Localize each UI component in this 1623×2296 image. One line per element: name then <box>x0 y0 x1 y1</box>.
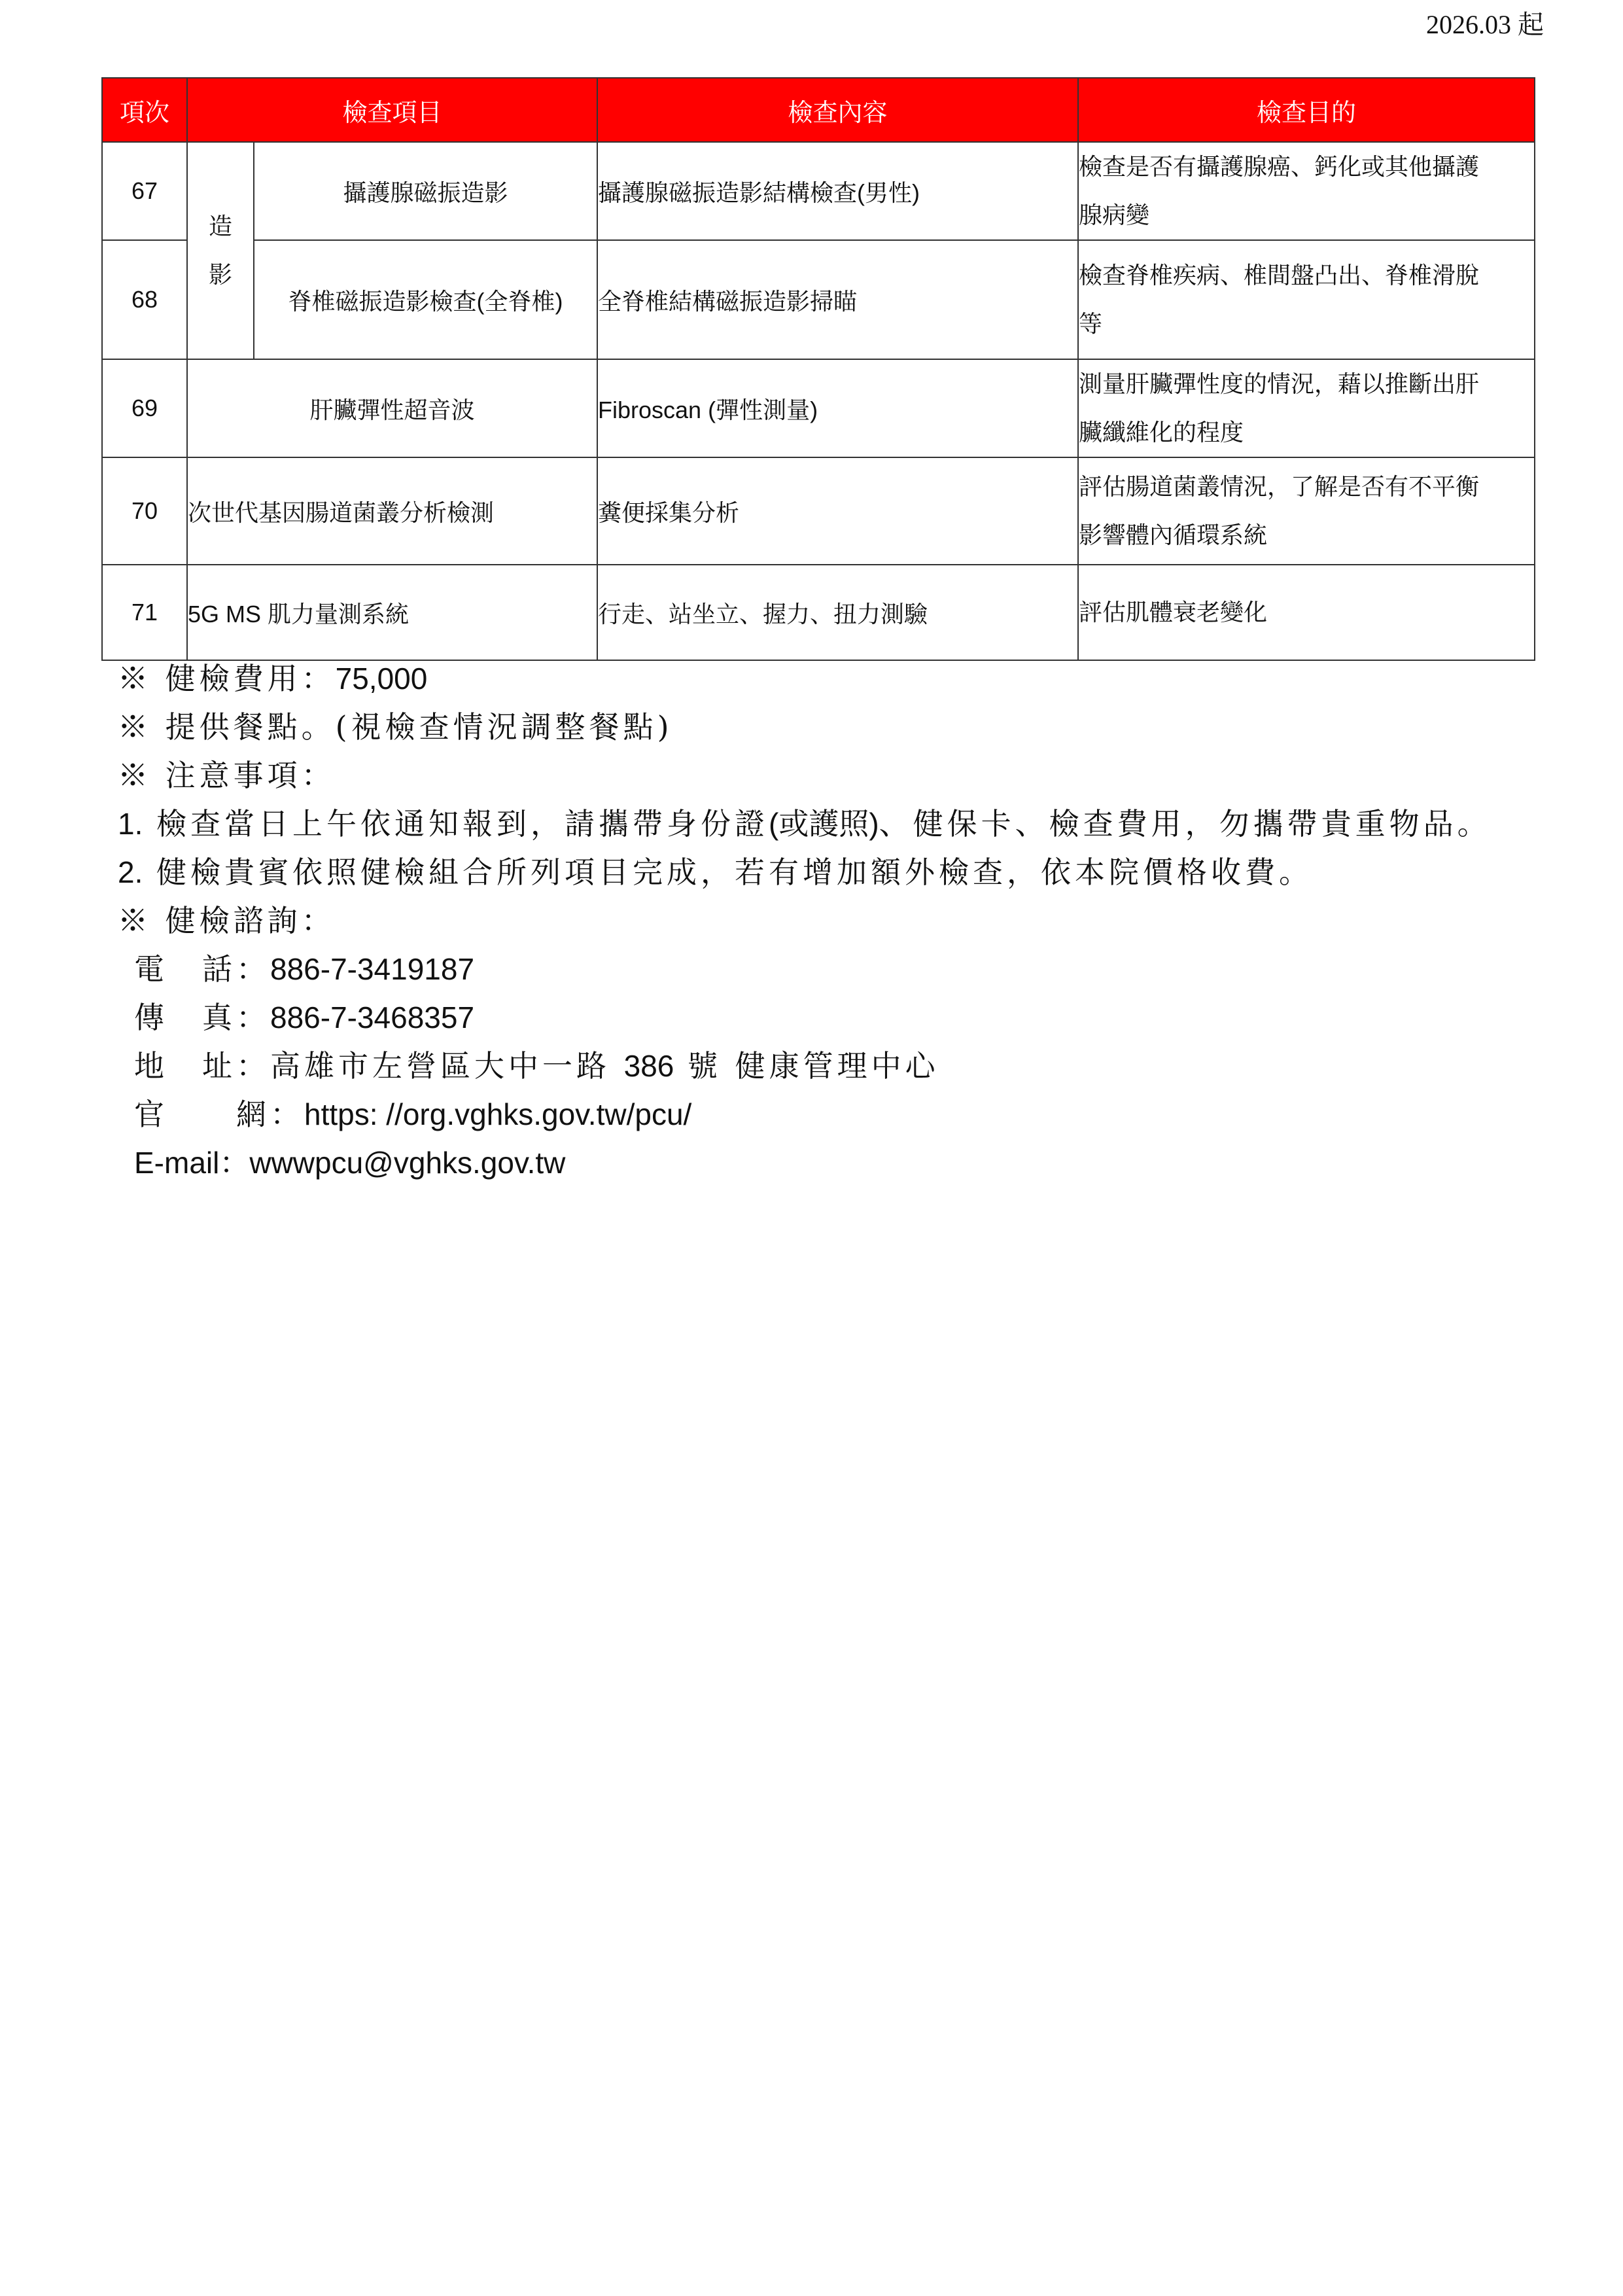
meal-label: ※ 提供餐點。 <box>118 709 336 745</box>
row-number: 69 <box>102 359 187 457</box>
header-purpose: 檢查目的 <box>1078 78 1535 142</box>
exam-purpose <box>1078 359 1535 457</box>
email-link[interactable]: wwwpcu@vghks.gov.tw <box>249 1146 566 1180</box>
row-number: 67 <box>102 142 187 240</box>
purpose-line: 臟纖維化的程度 <box>1079 419 1244 446</box>
fax-number: 886-7-3468357 <box>270 1000 475 1034</box>
address-rest: 號 健康管理中心 <box>688 1048 939 1084</box>
exam-item: 肝臟彈性超音波 <box>187 359 597 457</box>
exam-content: 行走、站坐立、握力、扭力測驗 <box>597 565 1078 660</box>
consult-heading: ※ 健檢諮詢： <box>118 903 336 938</box>
item-text: 檢查當日上午依通知報到，請攜帶身份證 <box>156 806 769 841</box>
exam-content: 全脊椎結構磁振造影掃瞄 <box>597 240 1078 359</box>
row-number: 70 <box>102 457 187 565</box>
email-line <box>118 1139 1492 1187</box>
item-number: 2. <box>118 855 143 889</box>
purpose-line: 腺病變 <box>1079 202 1150 228</box>
purpose-line: 檢查脊椎疾病、椎間盤凸出、脊椎滑脫 <box>1079 262 1480 289</box>
phone-number: 886-7-3419187 <box>270 952 475 986</box>
address-number: 386 <box>623 1049 674 1083</box>
purpose-line: 評估腸道菌叢情況，了解是否有不平衡 <box>1079 473 1480 500</box>
notes-section <box>118 654 1492 1187</box>
fee-note <box>118 654 1492 703</box>
item-text: 健檢貴賓依照健檢組合所列項目完成，若有增加額外檢查，依本院價格收費。 <box>156 855 1313 890</box>
exam-item: 攝護腺磁振造影 <box>254 142 597 240</box>
header-item: 檢查項目 <box>187 78 597 142</box>
exam-item: 脊椎磁振造影檢查(全脊椎) <box>254 240 597 359</box>
fax-line <box>118 993 1492 1042</box>
date-stamp: 2026.03 起 <box>1426 10 1544 39</box>
exam-item: 5G MS 肌力量測系統 <box>187 565 597 660</box>
meal-value: (視檢查情況調整餐點) <box>335 709 673 745</box>
exam-content: 攝護腺磁振造影結構檢查(男性) <box>597 142 1078 240</box>
category-char: 影 <box>208 261 232 288</box>
exam-item: 次世代基因腸道菌叢分析檢測 <box>187 457 597 565</box>
phone-line <box>118 945 1492 993</box>
exam-items-table <box>101 77 1535 661</box>
row-number: 71 <box>102 565 187 660</box>
exam-purpose <box>1078 240 1535 359</box>
purpose-line: 等 <box>1079 310 1103 337</box>
phone-label: 電 話： <box>134 951 270 987</box>
table-row <box>102 142 1535 240</box>
purpose-line: 影響體內循環系統 <box>1079 521 1268 548</box>
category-mri <box>187 142 254 359</box>
website-line <box>118 1090 1492 1139</box>
table-row <box>102 457 1535 565</box>
attention-heading: ※ 注意事項： <box>118 758 336 793</box>
table-row <box>102 565 1535 660</box>
fee-value: 75,000 <box>335 662 428 696</box>
fax-label: 傳 真： <box>134 1000 270 1035</box>
purpose-line: 測量肝臟彈性度的情況，藉以推斷出肝 <box>1079 370 1480 397</box>
category-char: 造 <box>208 213 232 239</box>
website-label: 官 網： <box>134 1097 304 1132</box>
table-row <box>102 359 1535 457</box>
header-no: 項次 <box>102 78 187 142</box>
item-number: 1. <box>118 807 143 841</box>
exam-content: 糞便採集分析 <box>597 457 1078 565</box>
exam-purpose <box>1078 142 1535 240</box>
item-text: 、健保卡、檢查費用，勿攜帶貴重物品。 <box>879 806 1492 841</box>
purpose-line: 檢查是否有攝護腺癌、鈣化或其他攝護 <box>1079 153 1480 180</box>
email-label: E-mail： <box>134 1146 250 1180</box>
exam-purpose <box>1078 457 1535 565</box>
meal-note <box>118 703 1492 751</box>
table-header-row <box>102 78 1535 142</box>
attention-item-2 <box>118 848 1492 896</box>
attention-item-1 <box>118 800 1492 848</box>
exam-content: Fibroscan (彈性測量) <box>597 359 1078 457</box>
item-text: (或護照) <box>769 807 879 841</box>
fee-label: ※ 健檢費用： <box>118 661 336 696</box>
row-number: 68 <box>102 240 187 359</box>
address-label: 地 址：高雄市左營區大中一路 <box>134 1048 610 1084</box>
address-line <box>118 1042 1492 1090</box>
exam-purpose: 評估肌體衰老變化 <box>1078 565 1535 660</box>
table-row <box>102 240 1535 359</box>
website-link[interactable]: https: //org.vghks.gov.tw/pcu/ <box>304 1097 692 1131</box>
header-content: 檢查內容 <box>597 78 1078 142</box>
